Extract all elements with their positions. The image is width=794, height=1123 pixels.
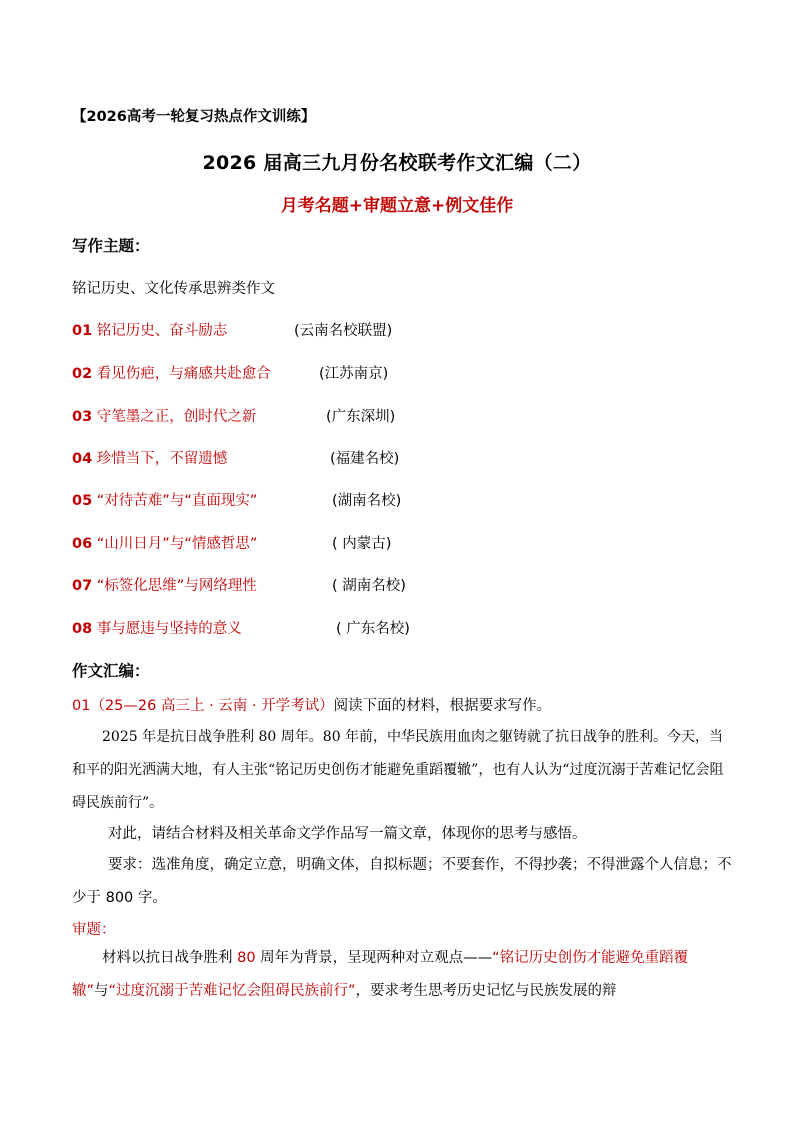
- analysis-heading: 审题：: [72, 922, 116, 938]
- topic-category: 铭记历史、文化传承思辨类作文: [72, 281, 275, 297]
- page-subtitle: 月考名题+审题立意+例文佳作: [280, 196, 514, 216]
- topic-title: “对待苦难”与“直面现实”: [92, 493, 258, 509]
- topic-number: 07: [72, 578, 93, 594]
- topic-number: 01: [72, 323, 93, 339]
- topic-item: [72, 489, 772, 509]
- topic-source: (广东深圳): [326, 409, 396, 425]
- topic-source: (湖南名校): [332, 493, 402, 509]
- page-title: 2026 届高三九月份名校联考作文汇编（二）: [202, 152, 592, 174]
- question-source: 01（25—26 高三上 · 云南 · 开学考试）: [72, 698, 334, 714]
- writing-topics-heading: 写作主题：: [72, 237, 150, 255]
- topic-number: 03: [72, 409, 93, 425]
- topic-title: 看见伤疤，与痛感共赴愈合: [92, 366, 271, 382]
- topic-item: [72, 447, 772, 467]
- topic-title: 铭记历史、奋斗励志: [92, 323, 228, 339]
- topic-title: 珍惜当下，不留遗憾: [92, 451, 228, 467]
- analysis-number: 80: [237, 950, 256, 966]
- analysis-quote: “铭记历史创伤才能避免重蹈覆辙”: [72, 950, 689, 999]
- question-1-header: [72, 694, 551, 715]
- topic-source: ( 内蒙古): [332, 536, 392, 552]
- topic-number: 04: [72, 451, 93, 467]
- analysis-text: 与: [94, 983, 109, 999]
- analysis-paragraph: [72, 942, 732, 1008]
- topic-item: [72, 574, 772, 594]
- analysis-quote: “过度沉溺于苦难记忆会阻碍民族前行”: [108, 983, 356, 999]
- material-paragraph: 2025 年是抗日战争胜利 80 周年。80 年前，中华民族用血肉之躯铸就了抗日战争的胜利。今天，当和平的阳光洒满大地，有人主张“铭记历史创伤才能避免重蹈覆辙”，也有人认为“过度沉溺于苦难记忆会阻碍民族前行”。: [72, 729, 724, 811]
- topic-source: ( 湖南名校): [332, 578, 406, 594]
- analysis-text: 材料以抗日战争胜利: [102, 950, 238, 966]
- topic-number: 02: [72, 366, 93, 382]
- topic-title: 事与愿违与坚持的意义: [92, 621, 242, 637]
- topic-number: 08: [72, 621, 93, 637]
- analysis-text: ，要求考生思考历史记忆与民族发展的辩: [355, 983, 617, 999]
- topic-title: “山川日月”与“情感哲思”: [92, 536, 258, 552]
- topic-source: ( 广东名校): [336, 621, 410, 637]
- topic-title: “标签化思维”与网络理性: [92, 578, 257, 594]
- topic-number: 06: [72, 536, 93, 552]
- topic-item: [72, 362, 772, 382]
- topic-title: 守笔墨之正，创时代之新: [92, 409, 257, 425]
- topic-source: (江苏南京): [319, 366, 389, 382]
- compilation-heading: 作文汇编：: [72, 662, 150, 680]
- topic-source: (云南名校联盟): [294, 323, 393, 339]
- topic-item: [72, 532, 772, 552]
- question-lead: 阅读下面的材料，根据要求写作。: [333, 698, 552, 714]
- writing-requirements: 要求：选准角度，确定立意，明确文体，自拟标题；不要套作，不得抄袭；不得泄露个人信息；不少于 800 字。: [72, 857, 732, 906]
- topic-item: [72, 319, 772, 339]
- series-tag: 【2026高考一轮复习热点作文训练】: [72, 109, 316, 125]
- writing-task: 对此，请结合材料及相关革命文学作品写一篇文章，体现你的思考与感悟。: [108, 826, 587, 842]
- topic-item: [72, 405, 772, 425]
- topic-number: 05: [72, 493, 93, 509]
- topic-item: [72, 617, 772, 637]
- analysis-text: 周年为背景，呈现两种对立观点——: [255, 950, 493, 966]
- topic-source: (福建名校): [330, 451, 400, 467]
